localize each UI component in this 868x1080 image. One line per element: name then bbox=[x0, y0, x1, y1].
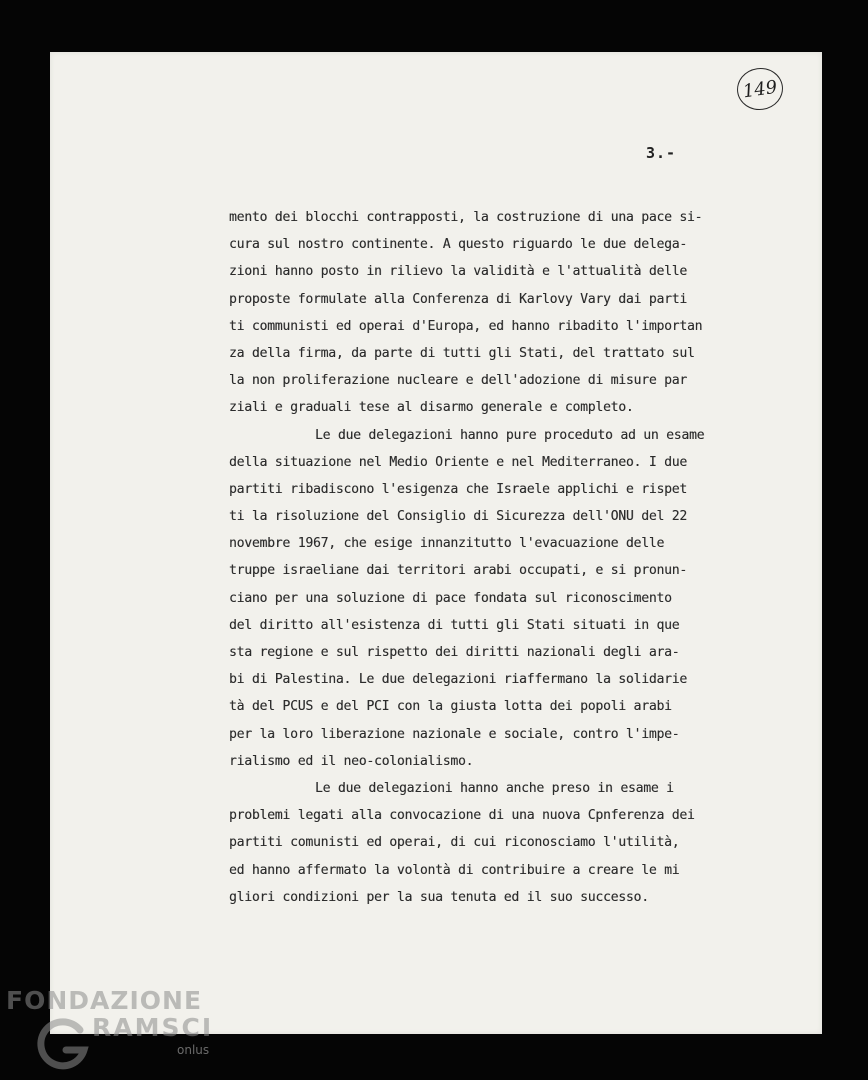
text-line: zioni hanno posto in rilievo la validità e l'attualità delle bbox=[229, 264, 687, 280]
text-line: tà del PCUS e del PCI con la giusta lotta dei popoli arabi bbox=[229, 699, 672, 715]
text-line: problemi legati alla convocazione di una nuova Cpnferenza dei bbox=[229, 808, 695, 824]
text-line: del diritto all'esistenza di tutti gli Stati situati in que bbox=[229, 617, 680, 633]
text-line: mento dei blocchi contrapposti, la costruzione di una pace si- bbox=[229, 210, 703, 225]
text-line: la non proliferazione nucleare e dell'adozione di misure par bbox=[229, 373, 687, 389]
paragraph-start-line: Le due delegazioni hanno pure proceduto ad un esame bbox=[315, 427, 705, 443]
fondazione-gramsci-watermark bbox=[6, 986, 246, 1080]
text-line: za della firma, da parte di tutti gli Stati, del trattato sul bbox=[229, 345, 695, 361]
text-line: partiti ribadiscono l'esigenza che Israele applichi e rispet bbox=[229, 481, 687, 497]
text-line: ti la risoluzione del Consiglio di Sicurezza dell'ONU del 22 bbox=[229, 509, 687, 525]
text-line: ciano per una soluzione di pace fondata sul riconoscimento bbox=[229, 590, 672, 606]
typewritten-body bbox=[229, 204, 789, 911]
text-line: rialismo ed il neo-colonialismo. bbox=[229, 753, 474, 769]
text-line: della situazione nel Medio Oriente e nel Mediterraneo. I due bbox=[229, 454, 687, 470]
text-line: ziali e graduali tese al disarmo generale e completo. bbox=[229, 400, 634, 416]
paragraph-start-line: Le due delegazioni hanno anche preso in esame i bbox=[315, 780, 674, 796]
text-line: novembre 1967, che esige innanzitutto l'evacuazione delle bbox=[229, 536, 665, 552]
text-line: cura sul nostro continente. A questo riguardo le due delega- bbox=[229, 237, 687, 253]
text-line: ti communisti ed operai d'Europa, ed hanno ribadito l'importan bbox=[229, 318, 703, 334]
watermark-line-1: FONDAZIONE bbox=[6, 986, 203, 1015]
text-line: proposte formulate alla Conferenza di Karlovy Vary dai parti bbox=[229, 291, 687, 307]
text-line: gliori condizioni per la sua tenuta ed il suo successo. bbox=[229, 889, 649, 905]
folio-number-text: 149 bbox=[741, 76, 779, 102]
watermark-line-2: RAMSCI bbox=[92, 1013, 214, 1042]
watermark-suffix: onlus bbox=[177, 1043, 210, 1057]
text-line: truppe israeliane dai territori arabi occupati, e si pronun- bbox=[229, 563, 687, 579]
text-line: per la loro liberazione nazionale e sociale, contro l'impe- bbox=[229, 726, 680, 742]
page-number: 3.- bbox=[646, 144, 677, 162]
text-line: sta regione e sul rispetto dei diritti nazionali degli ara- bbox=[229, 645, 680, 660]
text-line: bi di Palestina. Le due delegazioni riaffermano la solidarie bbox=[229, 672, 687, 688]
text-line: partiti comunisti ed operai, di cui riconosciamo l'utilità, bbox=[229, 835, 680, 851]
text-line: ed hanno affermato la volontà di contribuire a creare le mi bbox=[229, 862, 680, 878]
gramsci-g-logo-icon bbox=[36, 1016, 92, 1072]
